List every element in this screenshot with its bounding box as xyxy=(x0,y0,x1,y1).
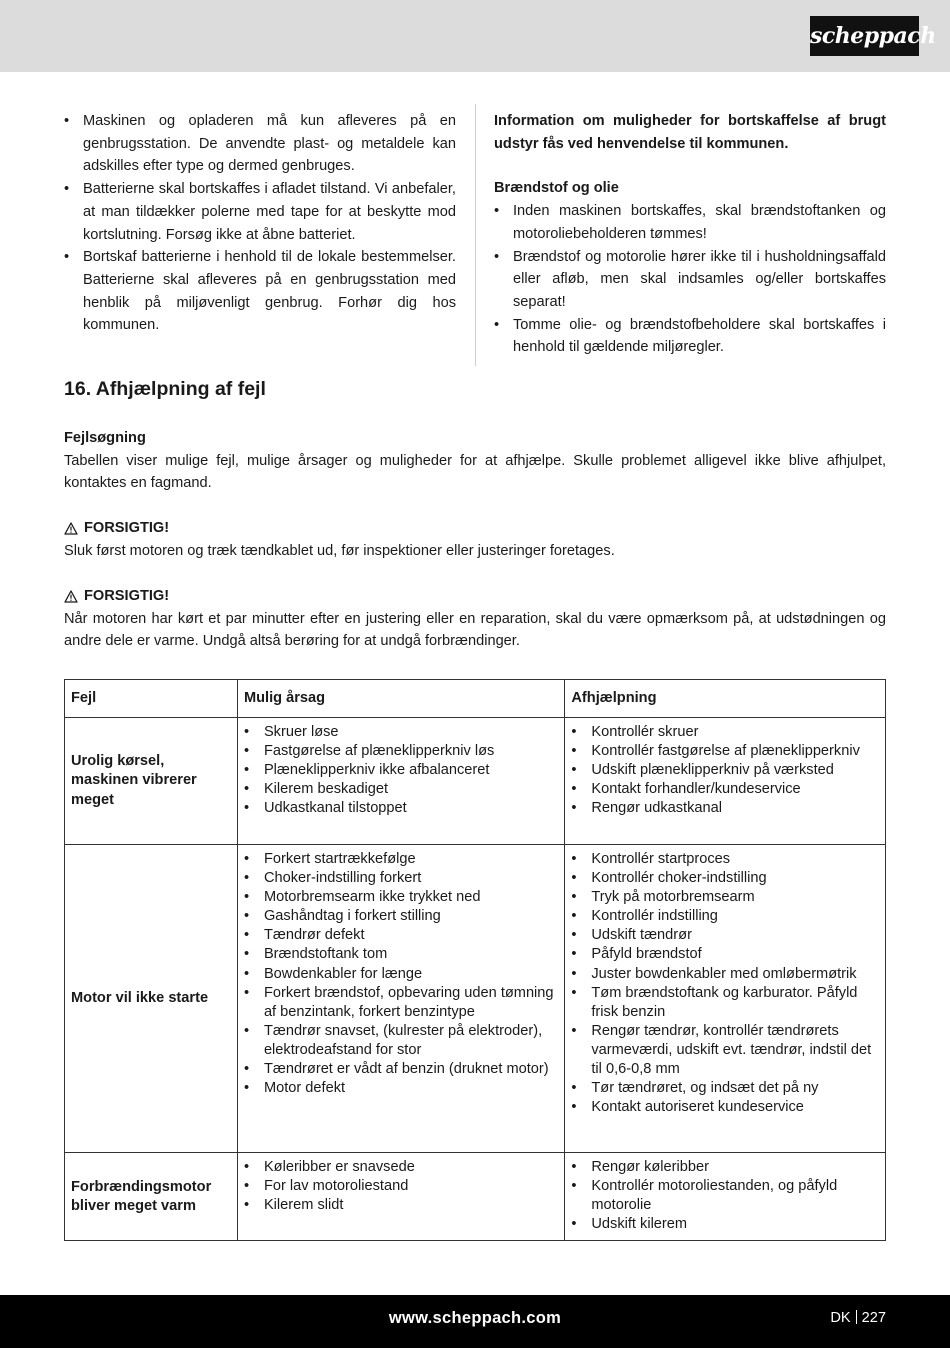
disposal-list xyxy=(64,110,456,337)
list-item: • Kontrollér motoroliestanden, og påfyld motorolie xyxy=(571,1177,879,1215)
list-item: • Kilerem slidt xyxy=(244,1196,558,1215)
fault-finding-text: Tabellen viser mulige fejl, mulige årsager og muligheder for at afhjælpe. Skulle problemet alligevel ikke blive afhjulpet, kontaktes en fagmand. xyxy=(64,452,886,492)
fault-table xyxy=(64,679,886,1241)
list-item: • Batterierne skal bortskaffes i afladet tilstand. Vi anbefaler, at man tildækker polerne med tape for at beskytte mod kortslutning. Forsøg ikke at åbne batteriet. xyxy=(64,178,456,246)
remedy-cell xyxy=(565,845,886,1153)
list-item: • Rengør udkastkanal xyxy=(571,799,879,818)
list-item: • Tryk på motorbremsearm xyxy=(571,888,879,907)
list-item: • Gashåndtag i forkert stilling xyxy=(244,907,558,926)
list-item: • Tøm brændstoftank og karburator. Påfyld frisk benzin xyxy=(571,984,879,1022)
list-item: • Tør tændrøret, og indsæt det på ny xyxy=(571,1079,879,1098)
list-item: • Brændstoftank tom xyxy=(244,945,558,964)
list-item: • Bowdenkabler for længe xyxy=(244,965,558,984)
list-item: • Kontakt forhandler/kundeservice xyxy=(571,780,879,799)
list-item: • Udskift plæneklipperkniv på værksted xyxy=(571,761,879,780)
page-number xyxy=(830,1310,886,1326)
list-item: • Kontrollér indstilling xyxy=(571,907,879,926)
list-item: • Rengør tændrør, kontrollér tændrørets varmeværdi, udskift evt. tændrør, indstil det til 0,6-0,8 mm xyxy=(571,1022,879,1079)
list-item: • Plæneklipperkniv ikke afbalanceret xyxy=(244,761,558,780)
list-item: • Forkert brændstof, opbevaring uden tømning af benzintank, forkert benzintype xyxy=(244,984,558,1022)
list-item: • Bortskaf batterierne i henhold til de lokale bestemmelser. Batterierne skal afleveres på en genbrugsstation med henblik på miljøvenligt genbrug. Forhør dig hos kommunen. xyxy=(64,246,456,337)
fuel-oil-heading: Brændstof og olie xyxy=(494,180,619,197)
page-separator xyxy=(856,1310,857,1324)
list-item: • Maskinen og opladeren må kun afleveres på en genbrugsstation. De anvendte plast- og metaldele kan adskilles efter type og dermed genbruges. xyxy=(64,110,456,178)
page-number-value: 227 xyxy=(861,1310,886,1326)
list-item: • Juster bowdenkabler med omløbermøtrik xyxy=(571,965,879,984)
list-item: • Forkert startrækkefølge xyxy=(244,850,558,869)
remedy-cell xyxy=(565,718,886,845)
brand-logo: scheppach xyxy=(810,16,919,56)
section-title: 16. Afhjælpning af fejl xyxy=(64,378,266,400)
warning-block xyxy=(64,517,886,562)
cause-cell xyxy=(237,718,564,845)
list-item: • Kontrollér fastgørelse af plæneklipperkniv xyxy=(571,742,879,761)
column-header: Mulig årsag xyxy=(237,680,564,718)
warning-title: FORSIGTIG! xyxy=(84,588,170,604)
list-item: • Skruer løse xyxy=(244,723,558,742)
list-item: • Kontrollér startproces xyxy=(571,850,879,869)
list-item: • Udskift tændrør xyxy=(571,926,879,945)
table-row xyxy=(65,1153,886,1241)
column-header: Fejl xyxy=(65,680,238,718)
language-code: DK xyxy=(830,1310,851,1326)
table-row xyxy=(65,845,886,1153)
list-item: • Udskift kilerem xyxy=(571,1215,879,1234)
column-header: Afhjælpning xyxy=(565,680,886,718)
list-item: • Tomme olie- og brændstofbeholdere skal bortskaffes i henhold til gældende miljøregler. xyxy=(494,314,886,359)
fault-finding-heading: Fejlsøgning xyxy=(64,430,146,446)
list-item: • Tændrøret er vådt af benzin (druknet motor) xyxy=(244,1060,558,1079)
list-item: • Kilerem beskadiget xyxy=(244,780,558,799)
list-item: • For lav motoroliestand xyxy=(244,1177,558,1196)
cause-cell xyxy=(237,845,564,1153)
warning-icon xyxy=(64,522,78,535)
left-column xyxy=(64,110,456,337)
warning-text: Sluk først motoren og træk tændkablet ud, før inspektioner eller justeringer foretages. xyxy=(64,542,615,559)
list-item: • Kontrollér choker-indstilling xyxy=(571,869,879,888)
footer xyxy=(0,1295,950,1348)
warning-title: FORSIGTIG! xyxy=(84,520,170,536)
list-item: • Køleribber er snavsede xyxy=(244,1158,558,1177)
fault-cell: Forbrændingsmotor bliver meget varm xyxy=(65,1153,238,1241)
fault-cell: Urolig kørsel, maskinen vibrerer meget xyxy=(65,718,238,845)
warning-icon xyxy=(64,590,78,603)
table-header-row xyxy=(65,680,886,718)
list-item: • Tændrør defekt xyxy=(244,926,558,945)
disposal-info: Information om muligheder for bortskaffelse af brugt udstyr fås ved henvendelse til kommunen. xyxy=(494,113,886,152)
list-item: • Inden maskinen bortskaffes, skal brændstoftanken og motoroliebeholderen tømmes! xyxy=(494,200,886,245)
website-link[interactable]: www.scheppach.com xyxy=(388,1309,562,1327)
fuel-oil-list xyxy=(494,200,886,359)
column-divider xyxy=(475,104,476,366)
list-item: • Tændrør snavset, (kulrester på elektroder), elektrodeafstand for stor xyxy=(244,1022,558,1060)
table-row xyxy=(65,718,886,845)
list-item: • Motorbremsearm ikke trykket ned xyxy=(244,888,558,907)
list-item: • Kontakt autoriseret kundeservice xyxy=(571,1098,879,1117)
list-item: • Rengør køleribber xyxy=(571,1158,879,1177)
fault-cell: Motor vil ikke starte xyxy=(65,845,238,1153)
list-item: • Brændstof og motorolie hører ikke til i husholdningsaffald eller afløb, men skal indsamles og/eller bortskaffes separat! xyxy=(494,246,886,314)
list-item: • Påfyld brændstof xyxy=(571,945,879,964)
header-band xyxy=(0,0,950,72)
fault-finding-block xyxy=(64,427,886,495)
remedy-cell xyxy=(565,1153,886,1241)
right-column xyxy=(494,110,886,359)
list-item: • Kontrollér skruer xyxy=(571,723,879,742)
warning-block xyxy=(64,585,886,653)
list-item: • Choker-indstilling forkert xyxy=(244,869,558,888)
cause-cell xyxy=(237,1153,564,1241)
warning-text: Når motoren har kørt et par minutter efter en justering eller en reparation, skal du være opmærksom på, at udstødningen og andre dele er varme. Undgå altså berøring for at undgå forbrændinger. xyxy=(64,610,886,650)
list-item: • Motor defekt xyxy=(244,1079,558,1098)
list-item: • Udkastkanal tilstoppet xyxy=(244,799,558,818)
list-item: • Fastgørelse af plæneklipperkniv løs xyxy=(244,742,558,761)
